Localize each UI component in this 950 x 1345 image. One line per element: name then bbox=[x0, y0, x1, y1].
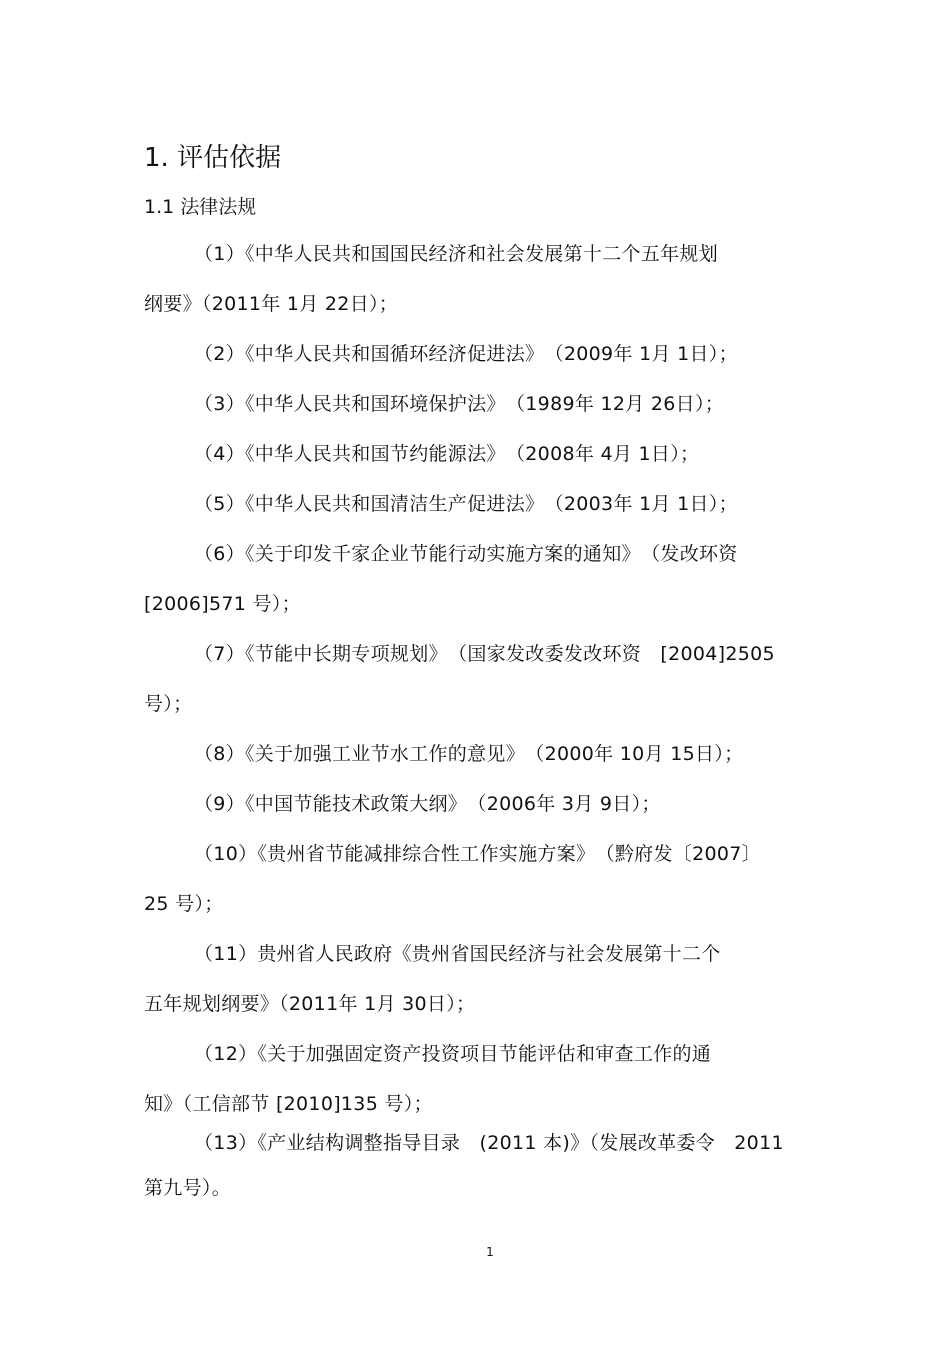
line-15: （11）贵州省人民政府《贵州省国民经济与社会发展第十二个 bbox=[194, 943, 721, 965]
line-13: （10）《贵州省节能减排综合性工作实施方案》 （黔府发〔2007〕 bbox=[194, 843, 761, 865]
line-10: 号）； bbox=[144, 693, 193, 715]
line-2: 纲要》（2011年 1月 22日）； bbox=[144, 293, 399, 315]
line-6: （5）《中华人民共和国清洁生产促进法》 （2003年 1月 1日）； bbox=[194, 493, 738, 515]
line-1: （1）《中华人民共和国国民经济和社会发展第十二个五年规划 bbox=[194, 243, 718, 265]
line-5: （4）《中华人民共和国节约能源法》 （2008年 4月 1日）； bbox=[194, 443, 700, 465]
line-19: （13）《产业结构调整指导目录 (2011 本)》（发展改革委令 2011 bbox=[194, 1132, 784, 1154]
line-16: 五年规划纲要》（2011年 1月 30日）； bbox=[144, 993, 476, 1015]
line-20: 第九号）。 bbox=[144, 1177, 232, 1199]
page-number: 1 bbox=[486, 1245, 494, 1259]
subsection-heading: 1.1 法律法规 bbox=[144, 196, 257, 218]
section-heading: 1. 评估依据 bbox=[144, 143, 282, 173]
line-17: （12）《关于加强固定资产投资项目节能评估和审查工作的通 bbox=[194, 1043, 712, 1065]
line-7: （6）《关于印发千家企业节能行动实施方案的通知》 （发改环资 bbox=[194, 543, 738, 565]
line-4: （3）《中华人民共和国环境保护法》 （1989年 12月 26日）； bbox=[194, 393, 725, 415]
line-9: （7）《节能中长期专项规划》 （国家发改委发改环资 [2004]2505 bbox=[194, 643, 775, 665]
line-11: （8）《关于加强工业节水工作的意见》 （2000年 10月 15日）； bbox=[194, 743, 744, 765]
line-14: 25 号）； bbox=[144, 893, 224, 915]
line-12: （9）《中国节能技术政策大纲》 （2006年 3月 9日）； bbox=[194, 793, 661, 815]
line-3: （2）《中华人民共和国循环经济促进法》 （2009年 1月 1日）； bbox=[194, 343, 738, 365]
line-18: 知》（工信部节 [2010]135 号）； bbox=[144, 1093, 433, 1115]
line-8: [2006]571 号）； bbox=[144, 593, 301, 615]
